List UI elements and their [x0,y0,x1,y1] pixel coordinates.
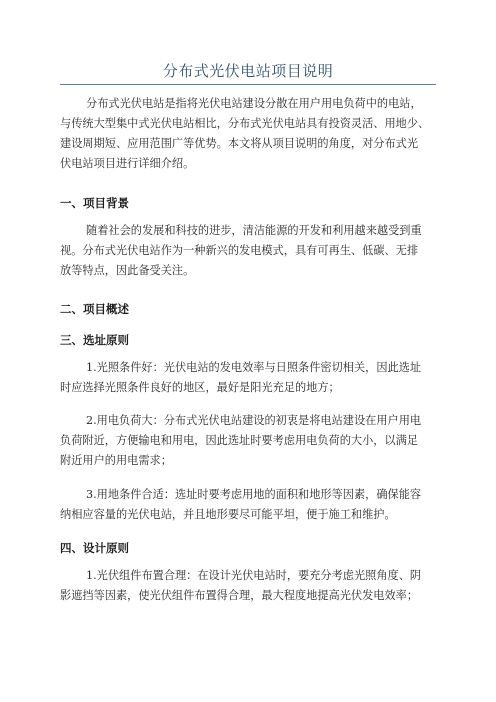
section-heading-site: 三、选址原则 [60,333,129,347]
section-heading-background: 一、项目背景 [60,196,129,210]
site-item-line: 时应选择光照条件良好的地区，最好是阳光充足的地方； [60,381,340,394]
background-line: 随着社会的发展和科技的进步，清洁能源的开发和利用越来越受到重 [86,224,422,237]
site-item-line: 3.用地条件合适：选址时要考虑用地的面积和地形等因素，确保能容 [86,488,422,501]
site-item-2 [60,411,440,471]
section-heading-design: 四、设计原则 [60,541,129,555]
design-item-line: 1.光伏组件布置合理：在设计光伏电站时，要充分考虑光照角度、阴 [86,569,422,582]
title-underline [60,84,436,85]
background-line: 放等特点，因此备受关注。 [60,264,195,277]
site-item-1 [60,358,440,398]
background-line: 视。分布式光伏电站作为一种新兴的发电模式，具有可再生、低碳、无排 [60,244,419,257]
site-item-line: 2.用电负荷大：分布式光伏电站建设的初衷是将电站建设在用户用电 [86,414,422,427]
site-item-3 [60,485,440,525]
intro-line: 分布式光伏电站是指将光伏电站建设分散在用户用电负荷中的电站， [86,97,422,110]
site-item-line: 负荷附近，方便输电和用电，因此选址时要考虑用电负荷的大小，以满足 [60,434,419,447]
site-item-line: 1.光照条件好：光伏电站的发电效率与日照条件密切相关，因此选址 [86,361,422,374]
background-paragraph [60,221,440,281]
section-heading-overview: 二、项目概述 [60,302,129,316]
design-item-line: 影遮挡等因素，使光伏组件布置得合理，最大程度地提高光伏发电效率； [60,589,419,602]
intro-line: 与传统大型集中式光伏电站相比，分布式光伏电站具有投资灵活、用地少、 [60,117,430,130]
design-item-1 [60,566,440,606]
site-item-line: 纳相应容量的光伏电站，并且地形要尽可能平坦，便于施工和维护。 [60,508,396,521]
intro-line: 建设周期短、应用范围广等优势。本文将从项目说明的角度，对分布式光 [60,137,419,150]
intro-paragraph [60,94,440,174]
intro-line: 伏电站项目进行详细介绍。 [60,157,195,170]
site-item-line: 附近用户的用电需求； [60,454,172,467]
document-title: 分布式光伏电站项目说明 [162,62,334,80]
